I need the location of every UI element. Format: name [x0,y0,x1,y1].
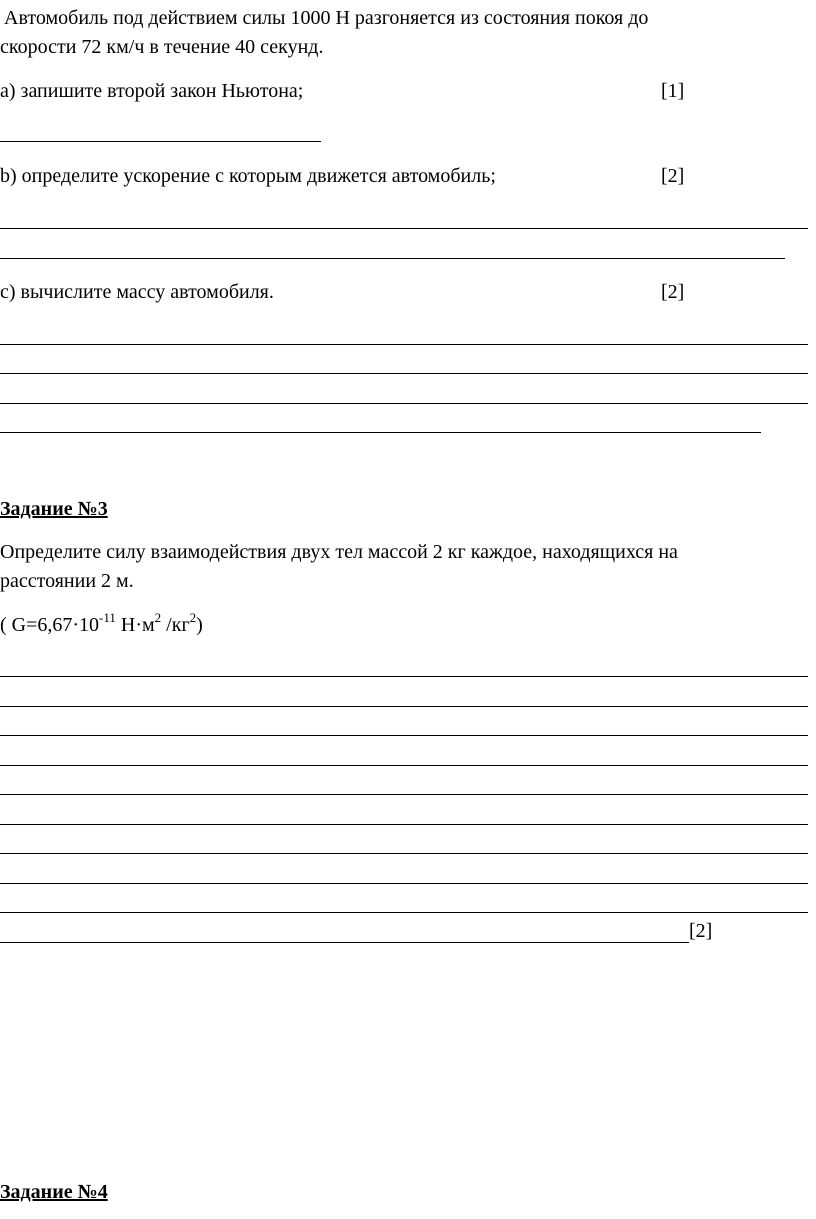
formula-exponent-3: 2 [189,610,197,626]
formula-unit-1: Н·м [115,614,155,636]
task-4-heading: Задание №4 [0,1181,108,1203]
gravitational-constant-formula [0,610,203,637]
answer-line-c1[interactable] [0,344,808,345]
answer-line-b1[interactable] [0,228,808,229]
answer-line-3-9[interactable] [0,912,808,913]
answer-line-a[interactable] [0,141,321,142]
formula-exponent-1: -11 [99,610,116,626]
answer-line-3-5[interactable] [0,794,808,795]
task-intro-line-2: скорости 72 км/ч в течение 40 секунд. [0,36,324,58]
task-3-text-line-2: расстоянии 2 м. [0,570,134,592]
answer-line-c3[interactable] [0,403,808,404]
task-3-points: [2] [689,920,713,942]
formula-prefix: ( G=6,67·10 [0,614,100,636]
task-intro-line-1: Автомобиль под действием силы 1000 Н разгоняется из состояния покоя до [4,7,649,29]
part-b-points: [2] [661,165,685,187]
part-b-question: b) определите ускорение с которым движется автомобиль; [0,165,496,187]
part-a-question: а) запишите второй закон Ньютона; [0,80,304,102]
formula-suffix: ) [196,614,203,636]
answer-line-3-2[interactable] [0,706,808,707]
answer-line-3-4[interactable] [0,765,808,766]
answer-line-3-1[interactable] [0,676,808,677]
formula-unit-2: /кг [161,614,190,636]
answer-line-c2[interactable] [0,373,808,374]
answer-line-3-7[interactable] [0,853,808,854]
answer-line-c4[interactable] [0,432,761,433]
answer-line-3-3[interactable] [0,735,808,736]
part-c-points: [2] [661,281,685,303]
answer-line-3-8[interactable] [0,883,808,884]
part-c-question: с) вычислите массу автомобиля. [0,281,274,303]
answer-line-b2[interactable] [0,258,785,259]
answer-line-3-10[interactable] [0,942,689,943]
formula-exponent-2: 2 [154,610,162,626]
answer-line-3-6[interactable] [0,824,808,825]
task-3-text-line-1: Определите силу взаимодействия двух тел массой 2 кг каждое, находящихся на [0,541,678,563]
part-a-points: [1] [661,80,685,102]
task-3-heading: Задание №3 [0,498,108,520]
